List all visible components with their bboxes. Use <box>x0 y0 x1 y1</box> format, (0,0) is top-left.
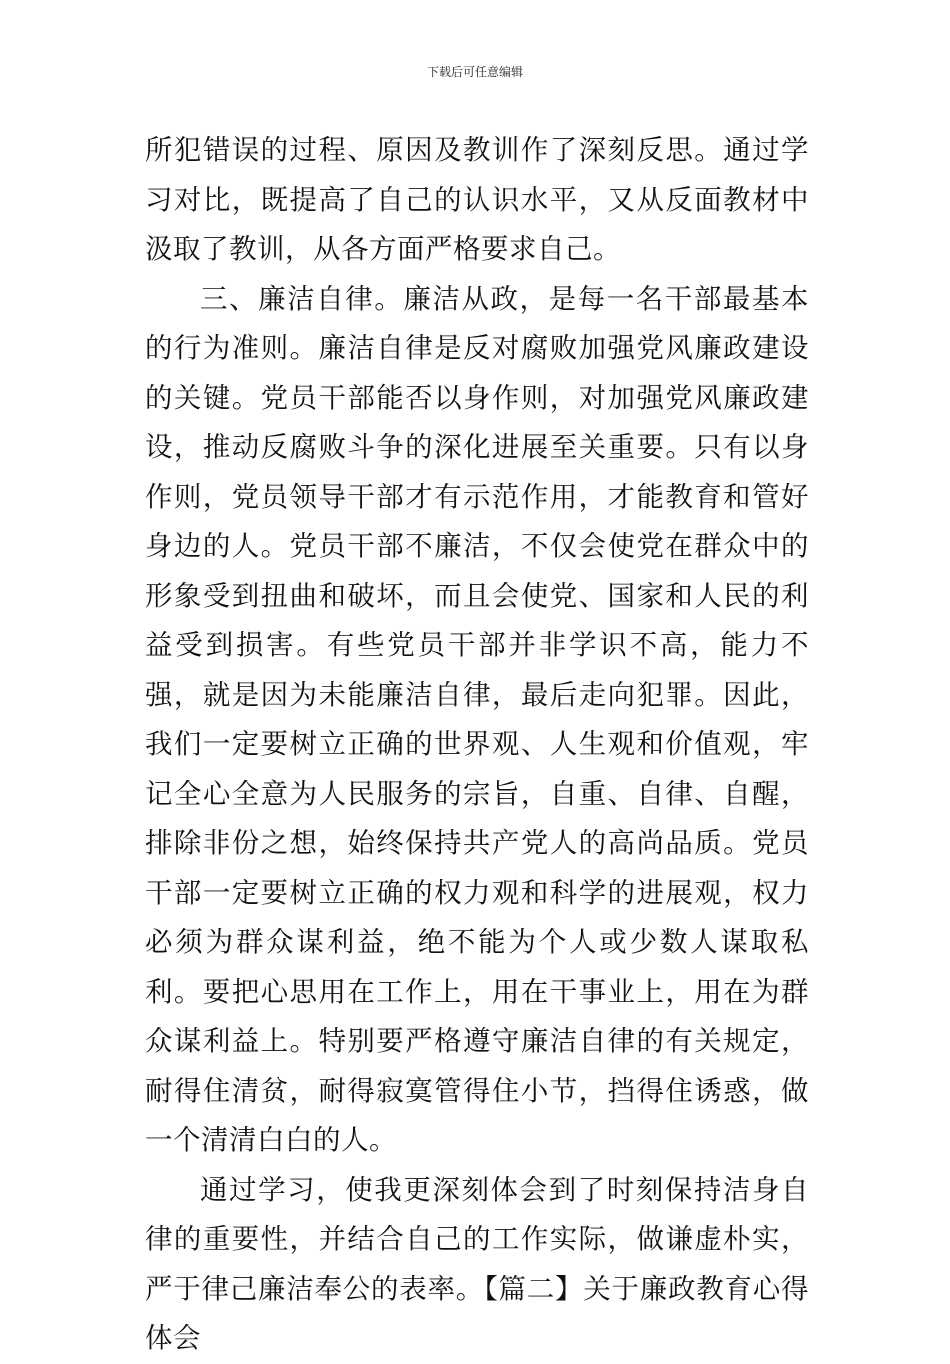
paragraph-conclusion: 通过学习，使我更深刻体会到了时刻保持洁身自律的重要性，并结合自己的工作实际，做谦虚朴实，严于律己廉洁奉公的表率。【篇二】关于廉政教育心得体会 <box>145 1173 809 1354</box>
paragraph-continuation: 所犯错误的过程、原因及教训作了深刻反思。通过学习对比，既提高了自己的认识水平，又从反面教材中汲取了教训，从各方面严格要求自己。 <box>145 134 809 265</box>
paragraph-integrity: 三、廉洁自律。廉洁从政，是每一名干部最基本的行为准则。廉洁自律是反对腐败加强党风廉政建设的关键。党员干部能否以身作则，对加强党风廉政建设，推动反腐败斗争的深化进展至关重要。只有以身作则，党员领导干部才有示范作用，才能教育和管好身边的人。党员干部不廉洁，不仅会使党在群众中的形象受到扭曲和破坏，而且会使党、国家和人民的利益受到损害。有些党员干部并非学识不高，能力不强，就是因为未能廉洁自律，最后走向犯罪。因此，我们一定要树立正确的世界观、人生观和价值观，牢记全心全意为人民服务的宗旨，自重、自律、自醒，排除非份之想，始终保持共产党人的高尚品质。党员干部一定要树立正确的权力观和科学的进展观，权力必须为群众谋利益，绝不能为个人或少数人谋取私利。要把心思用在工作上，用在干事业上，用在为群众谋利益上。特别要严格遵守廉洁自律的有关规定，耐得住清贫，耐得寂寞管得住小节，挡得住诱惑，做一个清清白白的人。 <box>145 282 809 1156</box>
page-header: 下载后可任意编辑 <box>426 65 523 79</box>
document-body <box>145 126 809 1364</box>
